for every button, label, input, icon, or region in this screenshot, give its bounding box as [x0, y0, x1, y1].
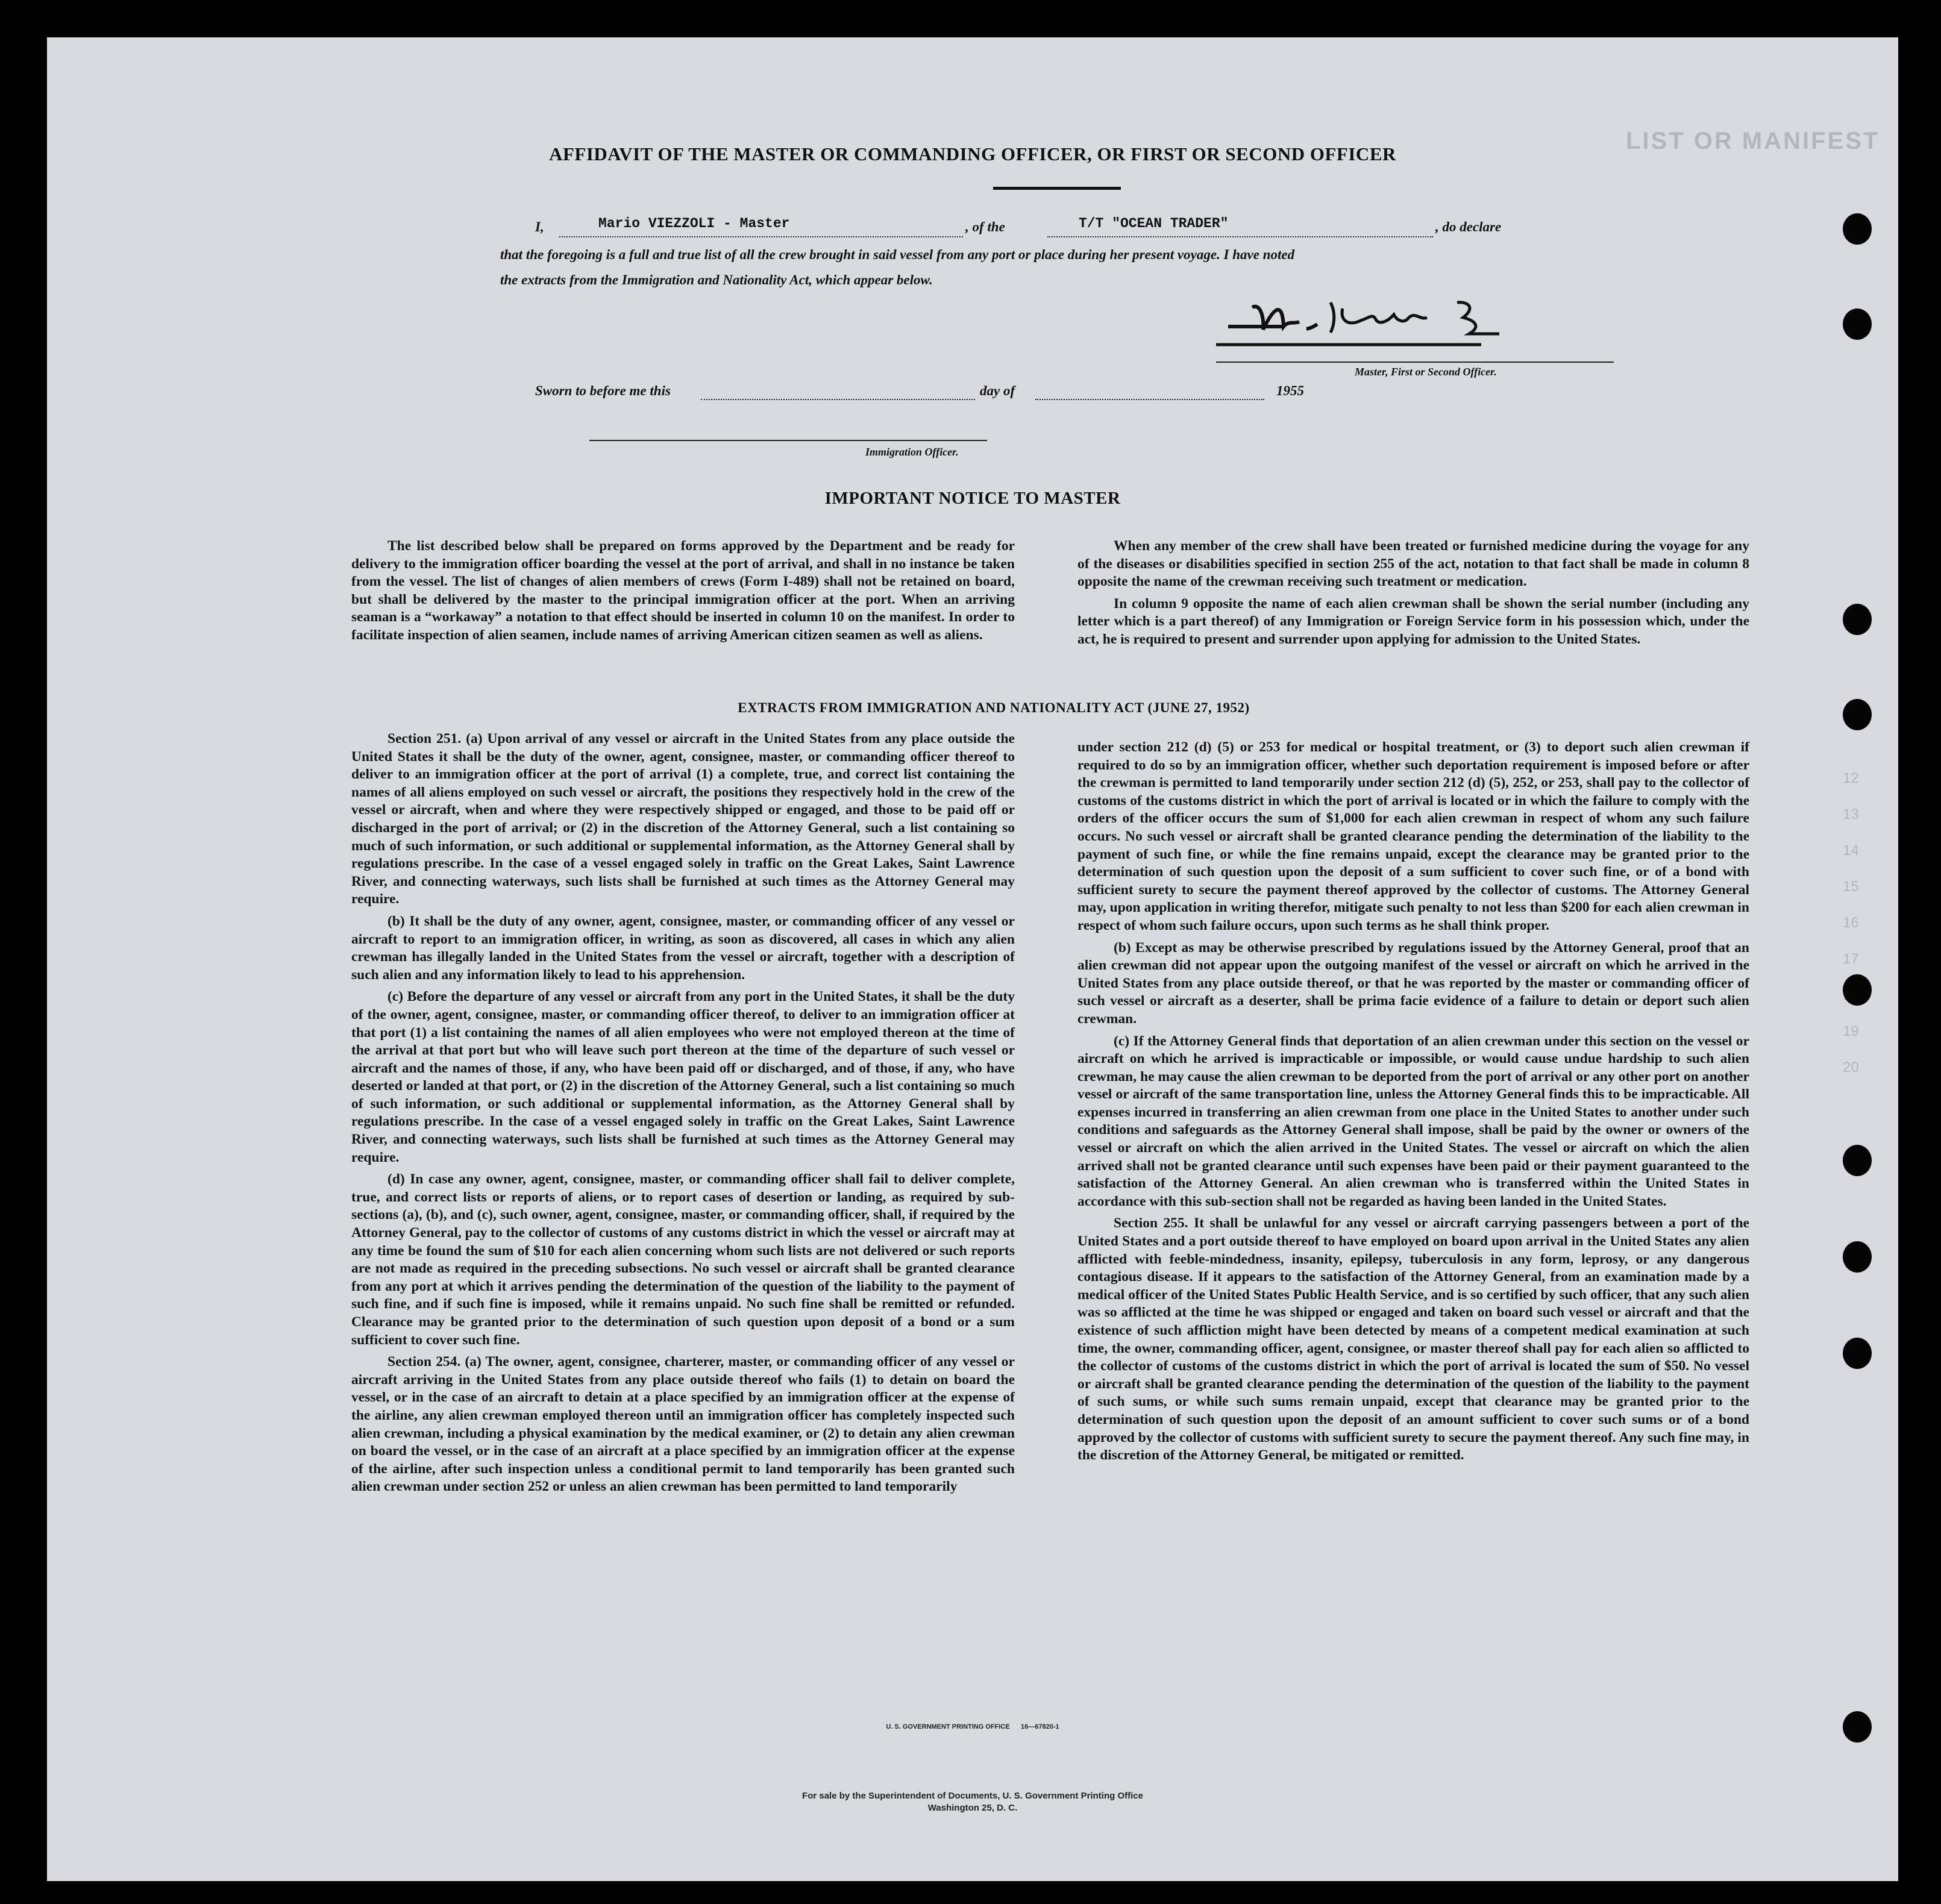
i-label: I,	[535, 219, 544, 234]
master-name-line	[559, 236, 963, 237]
sale-notice-line-1: For sale by the Superintendent of Documents, U. S. Government Printing Office	[802, 1791, 1143, 1801]
extract-paragraph: (b) Except as may be otherwise prescribed by regulations issued by the Attorney General, proof that an alien crewman did not appear upon the outgoing manifest of the vessel or aircraft on which he arrived in the United States from any place outside thereof, or that he was reported by the master or commanding officer of such vessel or aircraft as a deserter, shall be prima facie evidence of a failure to detain or deport such alien crewman.	[1077, 939, 1749, 1027]
sworn-month-line	[1035, 399, 1264, 400]
punch-hole	[1843, 974, 1872, 1006]
extract-paragraph: Section 255. It shall be unlawful for any vessel or aircraft carrying passengers between a port of the United States and a port outside thereof to have employed on board upon arrival in the United States any alien afflicted with feeble-mindedness, insanity, epilepsy, tuberculosis in any form, leprosy, or any dangerous contagious disease. If it appears to the satisfaction of the Attorney General, from an examination made by a medical officer of the United States Public Health Service, and is so certified by such officer, that any such alien was so afflicted at the time he was shipped or engaged and taken on board such vessel or aircraft and that the existence of such affliction might have been detected by means of a competent medical examination at such time, the owner, commanding officer, agent, consignee, or master thereof shall pay for each alien so afflicted to the collector of customs of the customs district in which the port of arrival is located the sum of $50. No vessel or aircraft shall be granted clearance pending the determination of the question of the liability to the payment of such sums, or while such sums remain unpaid, except that clearance may be granted prior to the determination of such question upon the deposit of an amount sufficient to cover such sums or of a bond approved by the collector of customs with sufficient surety to secure the payment thereof. Any such fine may, in the discretion of the Attorney General, be mitigated or remitted.	[1077, 1215, 1749, 1464]
of-the-label: , of the	[965, 219, 1005, 234]
punch-hole	[1843, 1241, 1872, 1273]
extract-paragraph: (c) If the Attorney General finds that deportation of an alien crewman under this section on the vessel or aircraft on which he arrived is impracticable or impossible, or would cause undue hardship to such alien crewman, he may cause the alien crewman to be deported from the port of arrival or any other port on another vessel or aircraft of the same transportation line, unless the Attorney General finds this to be impracticable. All expenses incurred in transferring an alien crewman from one place in the United States to another under such conditions and safeguards as the Attorney General shall impose, shall be paid by the owner or owners of the vessel or aircraft on which the alien arrived in the United States. The vessel or aircraft on which the alien arrived shall not be granted clearance until such expenses have been paid or their payment guaranteed to the satisfaction of the Attorney General. An alien crewman who is transferred within the United States in accordance with this sub-section shall not be regarded as having been landed in the United States.	[1077, 1033, 1749, 1209]
ghost-side-numbers: 12 13 14 15 16 17 19 20	[1843, 770, 1859, 1076]
notice-left-paragraph: The list described below shall be prepared on forms approved by the Department and be ready for delivery to the immigration officer boarding the vessel at the port of arrival, and shall in no instance be taken from the vessel. The list of changes of alien members of crews (Form I-489) shall not be retained on board, but shall be delivered by the master to the principal immigration officer at the port. When an arriving seaman is a “workaway” a notation to that effect should be inserted in column 10 on the manifest. In order to facilitate inspection of alien seamen, include names of arriving American citizen seamen as well as aliens.	[351, 538, 1015, 643]
extract-paragraph: (d) In case any owner, agent, consignee, master, or commanding officer shall fail to deliver complete, true, and correct lists or reports of aliens, or to report cases of desertion or landing, as required by sub-sections (a), (b), and (c), such owner, agent, consignee, master, or commanding officer, shall, if required by the Attorney General, pay to the collector of customs of any customs district in which the vessel or aircraft may at any time be found the sum of $10 for each alien concerning whom such lists are not delivered or such reports are not made as required in the preceding subsections. No such vessel or aircraft shall be granted clearance from any port at which it arrives pending the determination of the question of the liability to the payment of such fine, and if such fine is imposed, while it remains unpaid. No such fine shall be remitted or refunded. Clearance may be granted prior to the determination of such question upon deposit of a bond or a sum sufficient to cover such fine.	[351, 1171, 1015, 1348]
document-page	[47, 37, 1898, 1881]
vessel-name-line	[1047, 236, 1433, 237]
officer-sign-line	[589, 440, 987, 441]
extract-paragraph: under section 212 (d) (5) or 253 for medical or hospital treatment, or (3) to deport such alien crewman if required to do so by an immigration officer, whether such deportation requirement is imposed before or after the crewman is permitted to land temporarily under section 212 (d) (5), 252, or 253, shall pay to the collector of customs of the customs district in which the port of arrival is located or in which the failure to comply with the orders of the officer occurs the sum of $1,000 for each alien crewman in respect of whom any such failure occurs. No such vessel or aircraft shall be granted clearance pending the determination of the liability to the payment of such fine, or while the fine remains unpaid, except the clearance may be granted prior to the determination of such question upon the deposit of a sum sufficient to cover such fine, or of a bond with sufficient surety to secure the payment thereof approved by the collector of customs. The Attorney General may, upon application in writing therefor, mitigate such penalty to not less than $200 for each alien crewman in respect of whom such failure occurs, upon such terms as he shall think proper.	[1077, 739, 1749, 933]
sale-notice-line-2: Washington 25, D. C.	[927, 1803, 1018, 1813]
officer-caption: Immigration Officer.	[865, 446, 959, 458]
master-name-field: Mario VIEZZOLI - Master	[598, 216, 790, 231]
gpo-imprint: U. S. GOVERNMENT PRINTING OFFICE 16—67820-1	[886, 1723, 1059, 1730]
sworn-day-line	[701, 399, 975, 400]
extract-paragraph: Section 254. (a) The owner, agent, consignee, charterer, master, or commanding officer of any vessel or aircraft arriving in the United States from any place outside thereof who fails (1) to detain on board the vessel, or in the case of an aircraft to detain at a place specified by an immigration officer at the expense of the airline, any alien crewman employed thereon until an immigration officer has completely inspected such alien crewman, including a physical examination by the medical examiner, or (2) to detain any alien crewman on board the vessel, or in the case of an aircraft at a place specified by an immigration officer at the expense of the airline, after such inspection unless a conditional permit to land temporarily has been granted such alien crewman under section 252 or unless an alien crewman has been permitted to land temporarily	[351, 1354, 1015, 1495]
punch-hole	[1843, 213, 1872, 245]
extract-paragraph: (c) Before the departure of any vessel or aircraft from any port in the United States, it shall be the duty of the owner, agent, consignee, master, or commanding officer thereof, to deliver to an immigration officer at that port (1) a list containing the names of all alien employees who were not employed thereon at the time of the arrival at that port but who will leave such port thereon at the time of the departure of such vessel or aircraft and the names of those, if any, who have been paid off or discharged, and of those, if any, who have deserted or landed at that port, or (2) in the discretion of the Attorney General, such a list containing so much of such information, or such additional or supplemental information, as the Attorney General shall by regulations prescribe. In the case of a vessel engaged solely in traffic on the Great Lakes, Saint Lawrence River, and connecting waterways, such lists shall be furnished at such times as the Attorney General may require.	[351, 989, 1015, 1165]
vessel-name-field: T/T "OCEAN TRADER"	[1079, 216, 1229, 231]
signature-line	[1216, 362, 1614, 363]
notice-left-column	[351, 537, 1015, 649]
do-declare-label: , do declare	[1435, 219, 1502, 234]
ghost-header-bleed: LIST OR MANIFEST	[1626, 128, 1880, 154]
notice-right-column	[1077, 537, 1749, 653]
notice-right-paragraph-1: When any member of the crew shall have been treated or furnished medicine during the voyage for any of the diseases or disabilities specified in section 255 of the act, notation to that fact shall be made in column 8 opposite the name of the crewman receiving such treatment or medication.	[1077, 538, 1749, 590]
extract-paragraph: (b) It shall be the duty of any owner, agent, consignee, master, or commanding officer of any vessel or aircraft to report to an immigration officer, in writing, as soon as discovered, all cases in which any alien crewman has illegally landed in the United States from the vessel or aircraft, together with a description of such alien and any information likely to lead to his apprehension.	[351, 913, 1015, 983]
punch-hole	[1843, 604, 1872, 635]
declaration-line-2: the extracts from the Immigration and Nationality Act, which appear below.	[500, 272, 933, 287]
sworn-label: Sworn to before me this	[535, 383, 671, 398]
extracts-left-column	[351, 730, 1015, 1500]
extracts-right-column	[1077, 739, 1749, 1469]
signature-caption: Master, First or Second Officer.	[1355, 366, 1497, 378]
affidavit-title: AFFIDAVIT OF THE MASTER OR COMMANDING OFFICER, OR FIRST OR SECOND OFFICER	[549, 143, 1396, 164]
notice-title: IMPORTANT NOTICE TO MASTER	[824, 489, 1121, 508]
year-field: 1955	[1276, 383, 1304, 398]
title-rule	[993, 187, 1121, 190]
extracts-title: EXTRACTS FROM IMMIGRATION AND NATIONALITY ACT (JUNE 27, 1952)	[738, 700, 1250, 715]
declaration-line-1: that the foregoing is a full and true list of all the crew brought in said vessel from any port or place during her present voyage. I have noted	[500, 247, 1295, 262]
punch-hole	[1843, 308, 1872, 340]
master-signature	[1216, 284, 1529, 351]
notice-right-paragraph-2: In column 9 opposite the name of each alien crewman shall be shown the serial number (including any letter which is a part thereof) of any Immigration or Foreign Service form in his possession which, under the act, he is required to present and surrender upon applying for admission to the United States.	[1077, 595, 1749, 647]
punch-hole	[1843, 1338, 1872, 1369]
day-of-label: day of	[980, 383, 1015, 398]
extract-paragraph: Section 251. (a) Upon arrival of any vessel or aircraft in the United States from any place outside the United States it shall be the duty of the owner, agent, consignee, master, or commanding officer thereof to deliver to an immigration officer at the port of arrival (1) a complete, true, and correct list containing the names of all aliens employed on such vessel or aircraft, the positions they respectively hold in the crew of the vessel or aircraft, when and where they were respectively shipped or engaged, and those to be paid off or discharged in the port of arrival; or (2) in the discretion of the Attorney General, such a list containing so much of such information, or such additional or supplemental information, as the Attorney General shall by regulations prescribe. In the case of a vessel engaged solely in traffic on the Great Lakes, Saint Lawrence River, and connecting waterways, such lists shall be furnished at such times as the Attorney General may require.	[351, 731, 1015, 907]
punch-hole	[1843, 1145, 1872, 1176]
